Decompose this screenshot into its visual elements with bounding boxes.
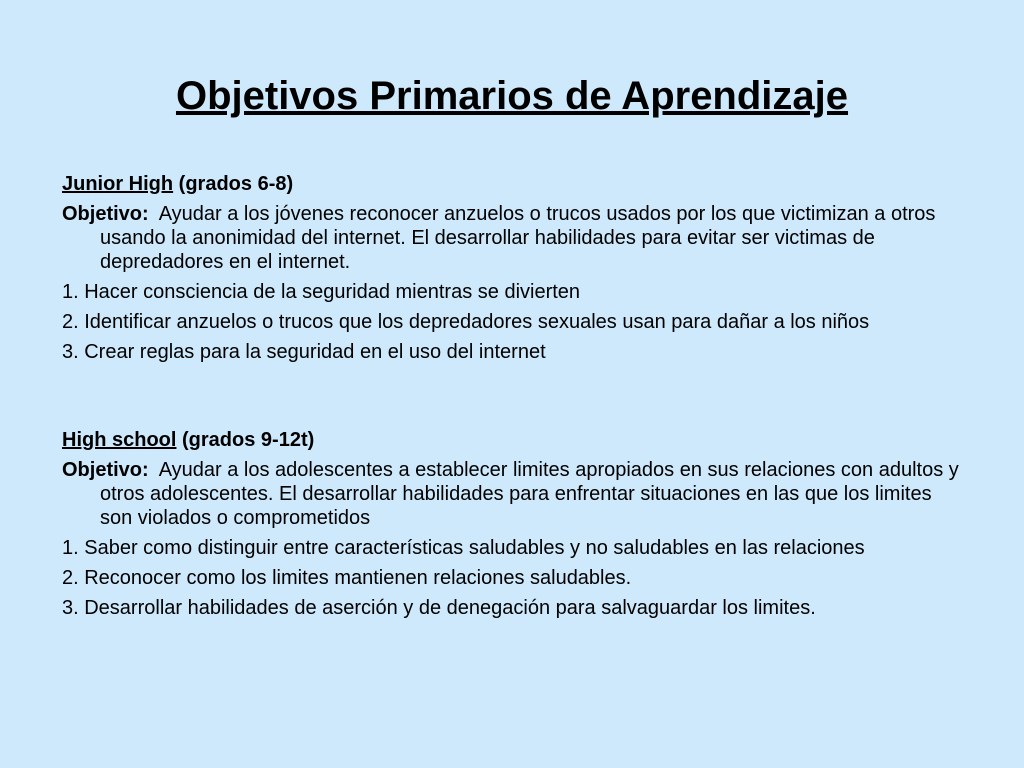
objective-paragraph	[62, 202, 962, 274]
slide-body	[62, 172, 962, 626]
section-junior-high	[62, 172, 962, 364]
objective-paragraph	[62, 458, 962, 530]
list-item: 3. Desarrollar habilidades de aserción y de denegación para salvaguardar los limites.	[62, 597, 816, 619]
section-heading-label: High school	[62, 429, 177, 451]
objective-label: Objetivo:	[62, 203, 149, 225]
slide-title: Objetivos Primarios de Aprendizaje	[175, 74, 849, 118]
section-heading	[62, 428, 962, 452]
list-item: 2. Identificar anzuelos o trucos que los depredadores sexuales usan para dañar a los niños	[62, 311, 870, 333]
section-heading-suffix: (grados 6-8)	[178, 173, 294, 195]
list-item: 3. Crear reglas para la seguridad en el uso del internet	[62, 341, 546, 363]
section-heading-suffix: (grados 9-12t)	[182, 429, 315, 451]
list-item: 1. Saber como distinguir entre características saludables y no saludables en las relaciones	[62, 537, 865, 559]
section-high-school	[62, 428, 962, 620]
objective-label: Objetivo:	[62, 459, 149, 481]
section-spacer	[62, 370, 962, 428]
section-heading-label: Junior High	[62, 173, 174, 195]
list-item: 1. Hacer consciencia de la seguridad mientras se divierten	[62, 281, 581, 303]
section-heading	[62, 172, 962, 196]
objective-text: Ayudar a los jóvenes reconocer anzuelos o trucos usados por los que victimizan a otros usando la anonimidad del internet. El desarrollar habilidades para evitar ser victimas de depredadores en el internet.	[100, 203, 936, 273]
objective-text: Ayudar a los adolescentes a establecer limites apropiados en sus relaciones con adultos y otros adolescentes. El desarrollar habilidades para enfrentar situaciones en las que los limites son violados o comprometidos	[100, 459, 959, 529]
list-item: 2. Reconocer como los limites mantienen relaciones saludables.	[62, 567, 632, 589]
